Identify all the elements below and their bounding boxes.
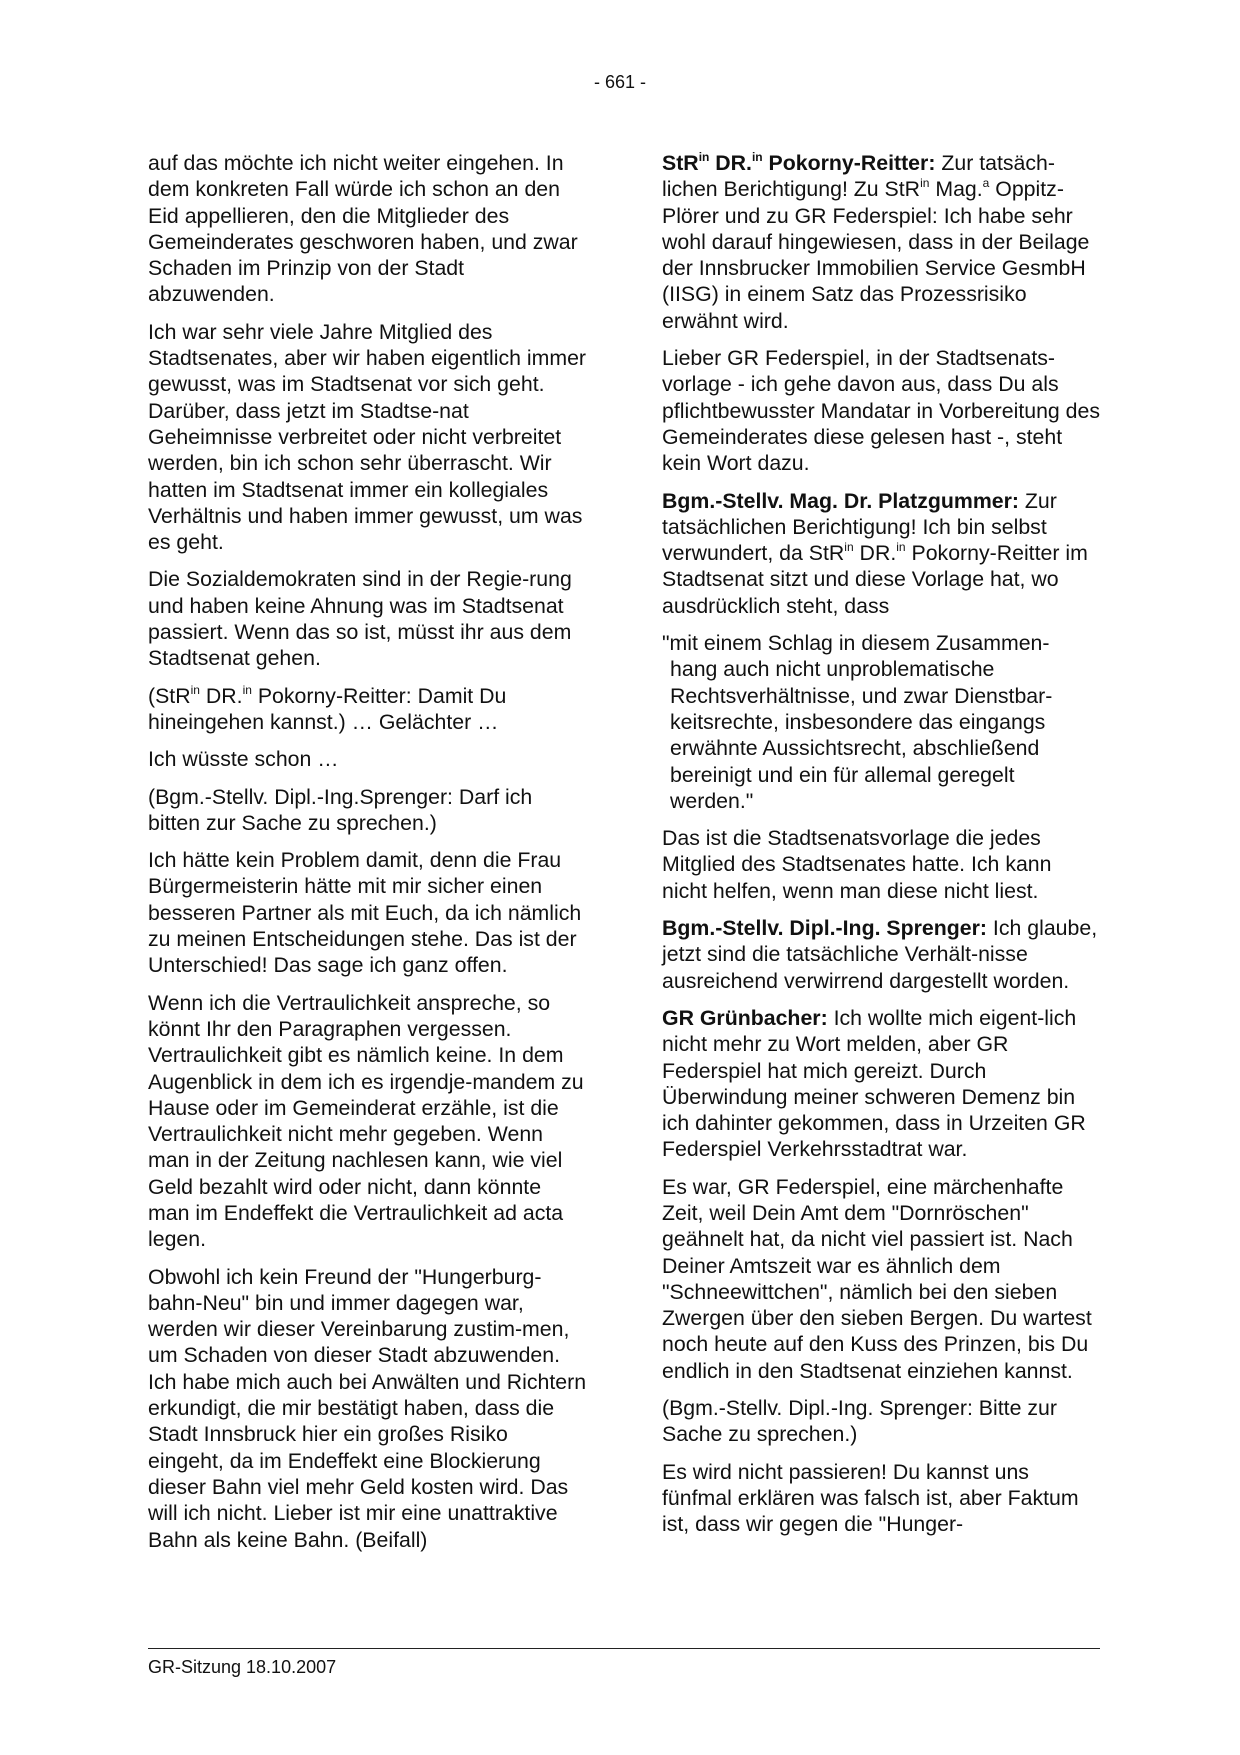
text: (StR [148, 683, 191, 708]
left-column [148, 150, 588, 1564]
text: Pokorny-Reitter: [762, 151, 936, 175]
footer-divider [148, 1648, 1100, 1649]
speech-pokorny-reitter [662, 150, 1102, 334]
text: Ich glaube, jetzt sind die tatsächliche Verhält-nisse ausreichend verwirrend dargestellt worden. [662, 916, 1098, 993]
paragraph: Ich hätte kein Problem damit, denn die Frau Bürgermeisterin hätte mit mir sicher einen besseren Partner als mit Euch, da ich nämlich zu meinen Entscheidungen stehe. Das ist der Unterschied! Das sage ich ganz offen. [148, 848, 582, 978]
text: Zur tatsächlichen Berichtigung! Ich bin selbst verwundert, da StR [662, 488, 1057, 566]
speech-sprenger [662, 915, 1102, 994]
quote-first-line: "mit einem Schlag in diesem Zusammen- [662, 631, 1050, 656]
speaker-name: Bgm.-Stellv. Mag. Dr. Platzgummer: [662, 488, 1019, 513]
speaker-name: GR Grünbacher: [662, 1005, 828, 1030]
paragraph: Die Sozialdemokraten sind in der Regie-rung und haben keine Ahnung was im Stadtsenat passiert. Wenn das so ist, müsst ihr aus dem Stadtsenat gehen. [148, 567, 572, 671]
interjection [148, 683, 588, 736]
speaker-name [662, 151, 935, 175]
text: Mag. [929, 177, 983, 202]
text: Pokorny-Reitter: Damit Du hineingehen kannst.) … Gelächter … [148, 683, 507, 734]
interjection: (Bgm.-Stellv. Dipl.-Ing.Sprenger: Darf ich bitten zur Sache zu sprechen.) [148, 784, 533, 835]
superscript: in [698, 150, 710, 164]
paragraph: Wenn ich die Vertraulichkeit anspreche, so könnt Ihr den Paragraphen vergessen. Vertraulichkeit gibt es nämlich keine. In dem Augenblick in dem ich es irgendje-mandem zu Hause oder im Gemeinderat erzähle, ist die Vertraulichkeit nicht mehr gegeben. Wenn man in der Zeitung nachlesen kann, wie viel Geld bezahlt wird oder nicht, dann könnte man im Endeffekt die Vertraulichkeit ad acta legen. [148, 990, 584, 1252]
paragraph: Ich war sehr viele Jahre Mitglied des Stadtsenates, aber wir haben eigentlich immer gewusst, was im Stadtsenat vor sich geht. Darüber, dass jetzt im Stadtse-nat Geheimnisse verbreitet oder nicht verbreitet werden, bin ich schon sehr überrascht. Wir hatten im Stadtsenat immer ein kollegiales Verhältnis und haben immer gewusst, um was es geht. [148, 319, 587, 555]
speech-gruenbacher [662, 1005, 1102, 1163]
paragraph: auf das möchte ich nicht weiter eingehen. In dem konkreten Fall würde ich schon an den Eid appellieren, den die Mitglieder des Gemeinderates geschworen haben, und zwar Schaden im Prinzip von der Stadt abzuwenden. [148, 151, 578, 307]
superscript: in [242, 682, 252, 697]
superscript: in [920, 176, 930, 191]
superscript: in [844, 540, 854, 555]
superscript: in [896, 540, 906, 555]
superscript: in [190, 682, 200, 697]
paragraph: Es war, GR Federspiel, eine märchenhafte Zeit, weil Dein Amt dem "Dornröschen" geähnelt hat, da nicht viel passiert ist. Nach Deiner Amtszeit war es ähnlich dem "Schneewittchen", nämlich bei den sieben Zwergen über den sieben Bergen. Du wartest noch heute auf den Kuss des Prinzen, bis Du endlich in den Stadtsenat einziehen kannst. [662, 1174, 1092, 1383]
page-number: - 661 - [593, 72, 647, 92]
paragraph: Es wird nicht passieren! Du kannst uns fünfmal erklären was falsch ist, aber Faktum ist, dass wir gegen die "Hunger- [662, 1459, 1079, 1537]
text: Zur tatsäch-lichen Berichtigung! Zu StR [662, 151, 1055, 202]
paragraph: Obwohl ich kein Freund der "Hungerburg-bahn-Neu" bin und immer dagegen war, werden wir dieser Vereinbarung zustim-men, um Schaden von dieser Stadt abzuwenden. Ich habe mich auch bei Anwälten und Richtern erkundigt, die mir bestätigt haben, dass die Stadt Innsbruck hier ein großes Risiko eingeht, da im Endeffekt eine Blockierung dieser Bahn viel mehr Geld kosten wird. Das will ich nicht. Lieber ist mir eine unattraktive Bahn als keine Bahn. (Beifall) [148, 1264, 587, 1552]
text: DR. [853, 541, 897, 566]
quote-rest: hang auch nicht unproblematische Rechtsverhältnisse, und zwar Dienstbar-keitsrechte, insbesondere das eingangs erwähnte Aussichtsrecht, abschließend bereinigt und ein für allemal geregelt werden." [670, 657, 1053, 813]
text: DR. [709, 151, 752, 175]
paragraph: Das ist die Stadtsenatsvorlage die jedes Mitglied des Stadtsenates hatte. Ich kann nicht helfen, wenn man diese nicht liest. [662, 826, 1052, 903]
superscript: a [982, 176, 990, 191]
right-column [662, 150, 1102, 1549]
text: Oppitz-Plörer und zu GR Federspiel: Ich habe sehr wohl darauf hingewiesen, dass in der Beilage der Innsbrucker Immobilien Service GesmbH (IISG) in einem Satz das Prozessrisiko erwähnt wird. [662, 177, 1090, 333]
superscript: in [751, 150, 763, 164]
paragraph: Lieber GR Federspiel, in der Stadtsenats-vorlage - ich gehe davon aus, dass Du als pflichtbewusster Mandatar in Vorbereitung des Gemeinderates diese gelesen hast -, steht kein Wort dazu. [662, 346, 1101, 476]
text: Pokorny-Reitter im Stadtsenat sitzt und diese Vorlage hat, wo ausdrücklich steht, dass [662, 541, 1088, 618]
interjection: (Bgm.-Stellv. Dipl.-Ing. Sprenger: Bitte zur Sache zu sprechen.) [662, 1396, 1057, 1447]
footer-session-date: GR-Sitzung 18.10.2007 [148, 1657, 337, 1677]
text: DR. [199, 683, 243, 708]
speech-platzgummer [662, 488, 1102, 619]
text: StR [662, 151, 699, 175]
text: Ich wollte mich eigent-lich nicht mehr zu Wort melden, aber GR Federspiel hat mich gereizt. Durch Überwindung meiner schweren Demenz bin ich dahinter gekommen, dass in Urzeiten GR Federspiel Verkehrsstadtrat war. [662, 1005, 1086, 1162]
block-quote [662, 630, 1102, 814]
speaker-name: Bgm.-Stellv. Dipl.-Ing. Sprenger: [662, 916, 987, 941]
paragraph: Ich wüsste schon … [148, 747, 339, 772]
